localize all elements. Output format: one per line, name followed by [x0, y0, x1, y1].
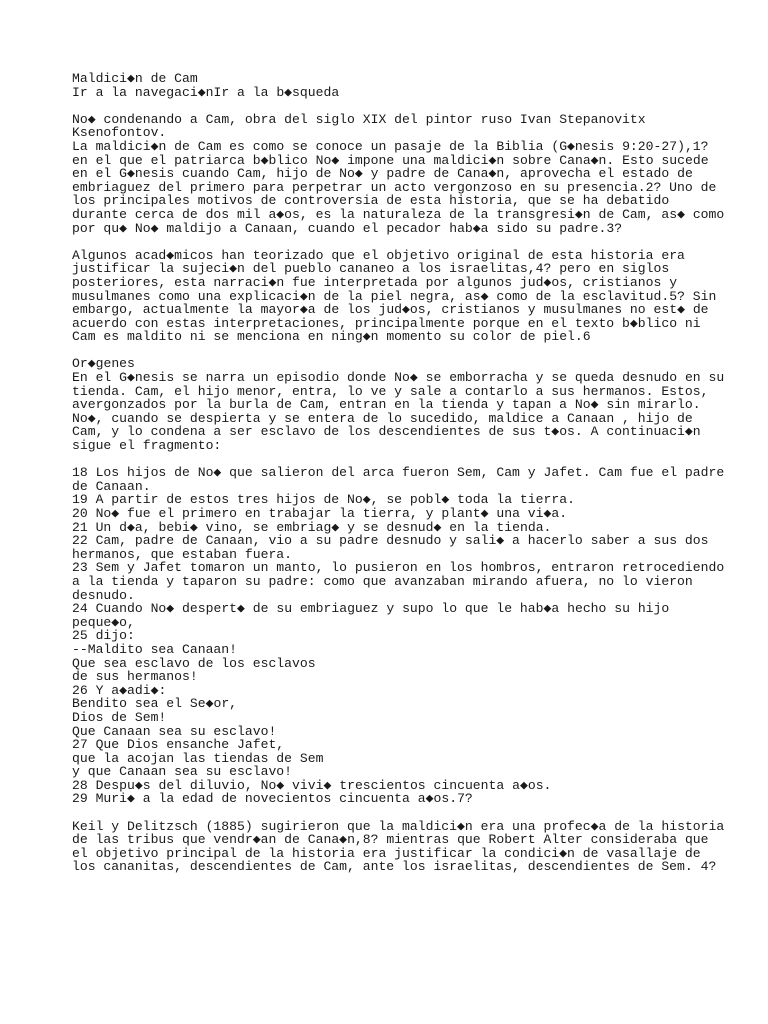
blank-line [72, 344, 712, 358]
blank-line [72, 99, 712, 113]
text-line: desnudo. [72, 587, 135, 603]
text-line: 26 Y a◆adi◆: [72, 682, 167, 698]
text-line: tienda. Cam, el hijo menor, entra, lo ve y sale a contarlo a sus hermanos. Estos, [72, 383, 709, 399]
text-line: Cam es maldito ni se menciona en ning◆n momento su color de piel.6 [72, 329, 591, 345]
text-line: de Canaan. [72, 478, 151, 494]
text-line: Que sea esclavo de los esclavos [72, 655, 316, 671]
text-line: Maldici◆n de Cam [72, 71, 198, 86]
text-line: que la acojan las tiendas de Sem [72, 750, 324, 766]
text-line: --Maldito sea Canaan! [72, 641, 238, 657]
text-line: La maldici◆n de Cam es como se conoce un pasaje de la Biblia (G◆nesis 9:20-27),1? [72, 138, 709, 154]
text-line: 29 Muri◆ a la edad de novecientos cincuenta a◆os.7? [72, 791, 473, 807]
blank-line [72, 806, 712, 820]
text-line: embargo, actualmente la mayor◆a de los jud◆os, cristianos y musulmanes no est◆ de [72, 302, 709, 318]
text-line: los principales motivos de controversia de esta historia, que se ha debatido [72, 193, 670, 209]
text-line: en el que el patriarca b◆blico No◆ impone una maldici◆n sobre Cana◆n. Esto sucede [72, 152, 709, 168]
blank-line [72, 235, 712, 249]
text-line: hermanos, que estaban fuera. [72, 546, 293, 562]
text-line: Keil y Delitzsch (1885) sugirieron que la maldici◆n era una profec◆a de la historia [72, 818, 725, 834]
text-line: sigue el fragmento: [72, 438, 222, 454]
text-line: 27 Que Dios ensanche Jafet, [72, 737, 285, 753]
text-line: acuerdo con estas interpretaciones, principalmente porque en el texto b◆blico ni [72, 315, 701, 331]
text-line: 25 dijo: [72, 628, 135, 644]
text-line: de las tribus que vendr◆an de Cana◆n,8? mientras que Robert Alter consideraba que [72, 832, 709, 848]
text-line: 23 Sem y Jafet tomaron un manto, lo pusieron en los hombros, entraron retrocediendo [72, 560, 725, 576]
text-line: Ir a la navegaci◆nIr a la b◆squeda [72, 84, 340, 100]
text-line: Algunos acad◆micos han teorizado que el objetivo original de esta historia era [72, 247, 685, 263]
text-line: Ksenofontov. [72, 125, 167, 141]
text-line: Cam, y lo condena a ser esclavo de los descendientes de sus t◆os. A continuaci◆n [72, 424, 701, 440]
text-line: 21 Un d◆a, bebi◆ vino, se embriag◆ y se desnud◆ en la tienda. [72, 519, 552, 535]
text-line: por qu◆ No◆ maldijo a Canaan, cuando el pecador hab◆a sido su padre.3? [72, 220, 623, 236]
text-line: los cananitas, descendientes de Cam, ante los israelitas, descendientes de Sem. 4? [72, 859, 717, 875]
text-line: 18 Los hijos de No◆ que salieron del arca fueron Sem, Cam y Jafet. Cam fue el padre [72, 465, 725, 481]
text-line: Bendito sea el Se◆or, [72, 696, 238, 712]
text-line: a la tienda y taparon su padre: como que avanzaban mirando afuera, no lo vieron [72, 573, 693, 589]
text-line: 28 Despu◆s del diluvio, No◆ vivi◆ trescientos cincuenta a◆os. [72, 777, 552, 793]
text-line: en el G◆nesis cuando Cam, hijo de No◆ y padre de Cana◆n, aprovecha el estado de [72, 166, 693, 182]
text-line: No◆ condenando a Cam, obra del siglo XIX del pintor ruso Ivan Stepanovitx [72, 111, 646, 127]
text-line: 22 Cam, padre de Canaan, vio a su padre desnudo y sali◆ a hacerlo saber a sus dos [72, 533, 709, 549]
text-line: 19 A partir de estos tres hijos de No◆, se pobl◆ toda la tierra. [72, 492, 575, 508]
text-line: Que Canaan sea su esclavo! [72, 723, 277, 739]
text-line: y que Canaan sea su esclavo! [72, 764, 293, 780]
text-line: posteriores, esta narraci◆n fue interpretada por algunos jud◆os, cristianos y [72, 274, 678, 290]
text-line: musulmanes como una explicaci◆n de la piel negra, as◆ como de la esclavitud.5? Sin [72, 288, 717, 304]
text-line: En el G◆nesis se narra un episodio donde No◆ se emborracha y se queda desnudo en su [72, 370, 725, 386]
text-line: peque◆o, [72, 614, 135, 630]
document-page [72, 71, 725, 875]
text-line: el objetivo principal de la historia era justificar la condici◆n de vasallaje de [72, 845, 701, 861]
text-line: 20 No◆ fue el primero en trabajar la tierra, y plant◆ una vi◆a. [72, 506, 568, 521]
text-line: avergonzados por la burla de Cam, entran en la tienda y tapan a No◆ sin mirarlo. [72, 397, 701, 413]
text-line: embriaguez del primero para perpetrar un acto vergonzoso en su presencia.2? Uno de [72, 179, 717, 195]
text-line: de sus hermanos! [72, 669, 198, 685]
text-line: durante cerca de dos mil a◆os, es la naturaleza de la transgresi◆n de Cam, as◆ como [72, 206, 725, 222]
blank-line [72, 453, 712, 467]
text-line: No◆, cuando se despierta y se entera de lo sucedido, maldice a Canaan , hijo de [72, 410, 693, 426]
text-line: justificar la sujeci◆n del pueblo cananeo a los israelitas,4? pero en siglos [72, 261, 670, 277]
text-line: Or◆genes [72, 356, 135, 372]
text-line: 24 Cuando No◆ despert◆ de su embriaguez y supo lo que le hab◆a hecho su hijo [72, 601, 670, 617]
text-line: Dios de Sem! [72, 709, 167, 725]
